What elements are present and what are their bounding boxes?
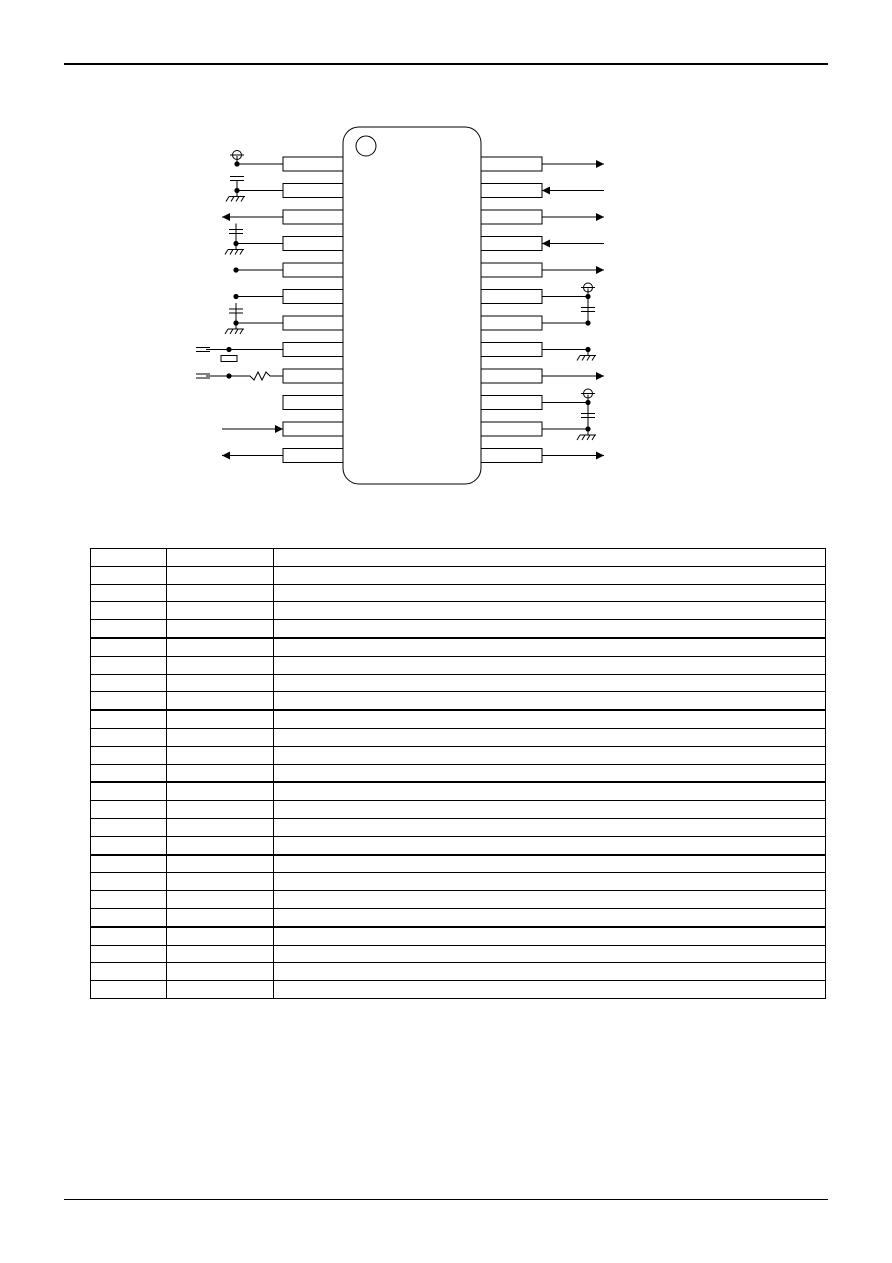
pin-no-cell: [91, 710, 167, 728]
pin-no-cell: [91, 656, 167, 674]
ground-hatch: [577, 435, 580, 440]
left-pin-group: [283, 157, 343, 463]
pin-name-cell: [167, 891, 274, 909]
pin-no-cell: [91, 674, 167, 692]
header-pin-no: [91, 549, 167, 567]
function-cell: [274, 620, 826, 638]
right-pin-box: [481, 184, 542, 198]
right-pin-group: [481, 157, 542, 463]
table-row: [91, 891, 826, 909]
pin-name-cell: [167, 692, 274, 710]
pin-no-cell: [91, 728, 167, 746]
footer-rule: [64, 1199, 828, 1200]
ground-hatch: [592, 356, 595, 361]
pin-no-cell: [91, 855, 167, 873]
table-row: [91, 656, 826, 674]
ground-hatch: [241, 197, 244, 202]
arrow-head: [222, 213, 230, 221]
pin-name-cell: [167, 710, 274, 728]
function-cell: [274, 873, 826, 891]
table-row: [91, 836, 826, 854]
ground-hatch: [240, 250, 243, 255]
table-row: [91, 782, 826, 800]
ground-hatch: [587, 356, 590, 361]
pin-name-cell: [167, 728, 274, 746]
table-row: [91, 927, 826, 945]
table-header-row: [91, 549, 826, 567]
pin-no-cell: [91, 873, 167, 891]
pin-name-cell: [167, 801, 274, 819]
table-row: [91, 692, 826, 710]
pin-no-cell: [91, 963, 167, 981]
function-cell: [274, 602, 826, 620]
arrow-head: [542, 240, 550, 248]
crystal-resonator: [221, 356, 237, 362]
ground-hatch: [230, 329, 233, 334]
pin-name-cell: [167, 873, 274, 891]
pin-no-cell: [91, 566, 167, 584]
left-pin-box: [283, 316, 343, 330]
ground-hatch: [235, 329, 238, 334]
right-pin-box: [481, 237, 542, 251]
arrow-head: [596, 160, 604, 168]
left-pin-box: [283, 237, 343, 251]
pin-no-cell: [91, 620, 167, 638]
pin-name-cell: [167, 602, 274, 620]
function-cell: [274, 963, 826, 981]
function-cell: [274, 728, 826, 746]
table-row: [91, 566, 826, 584]
function-cell: [274, 818, 826, 836]
pin-name-cell: [167, 584, 274, 602]
pin-description-table: [90, 548, 826, 999]
table-row: [91, 801, 826, 819]
pin-no-cell: [91, 764, 167, 782]
table-row: [91, 818, 826, 836]
left-pin-box: [283, 210, 343, 224]
left-pin-box: [283, 184, 343, 198]
function-cell: [274, 710, 826, 728]
function-cell: [274, 656, 826, 674]
left-external-components: [196, 151, 283, 460]
header-pin-name: [167, 549, 274, 567]
pin-name-cell: [167, 638, 274, 656]
ground-hatch: [225, 250, 228, 255]
table-row: [91, 764, 826, 782]
resistor: [206, 372, 283, 380]
function-cell: [274, 692, 826, 710]
ground-hatch: [582, 435, 585, 440]
pin-name-cell: [167, 566, 274, 584]
table-row: [91, 620, 826, 638]
table-row: [91, 873, 826, 891]
pin-no-cell: [91, 945, 167, 963]
table-row: [91, 945, 826, 963]
right-pin-box: [481, 157, 542, 171]
junction-dot: [585, 320, 590, 325]
left-pin-box: [283, 157, 343, 171]
arrow-head: [542, 187, 550, 195]
function-cell: [274, 927, 826, 945]
pin-no-cell: [91, 584, 167, 602]
pin-name-cell: [167, 836, 274, 854]
function-cell: [274, 638, 826, 656]
pin-no-cell: [91, 818, 167, 836]
table-row: [91, 710, 826, 728]
pin-no-cell: [91, 801, 167, 819]
pin-name-cell: [167, 981, 274, 999]
pin-name-cell: [167, 674, 274, 692]
ground-hatch: [226, 197, 229, 202]
pin-no-cell: [91, 782, 167, 800]
arrow-head: [596, 213, 604, 221]
function-cell: [274, 855, 826, 873]
pin-no-cell: [91, 981, 167, 999]
right-external-components: [542, 160, 604, 460]
left-pin-box: [283, 422, 343, 436]
function-cell: [274, 836, 826, 854]
pin-name-cell: [167, 656, 274, 674]
ground-hatch: [592, 435, 595, 440]
pin-name-cell: [167, 908, 274, 926]
right-pin-box: [481, 396, 542, 410]
arrow-head: [596, 372, 604, 380]
right-pin-box: [481, 369, 542, 383]
ground-hatch: [235, 250, 238, 255]
pin-no-cell: [91, 908, 167, 926]
function-cell: [274, 891, 826, 909]
table-row: [91, 908, 826, 926]
ground-hatch: [236, 197, 239, 202]
pin-no-cell: [91, 746, 167, 764]
pin-no-cell: [91, 836, 167, 854]
ground-hatch: [582, 356, 585, 361]
table-row: [91, 638, 826, 656]
left-pin-box: [283, 369, 343, 383]
ground-hatch: [587, 435, 590, 440]
table-row: [91, 963, 826, 981]
function-cell: [274, 764, 826, 782]
function-cell: [274, 945, 826, 963]
header-function: [274, 549, 826, 567]
arrow-head: [275, 425, 283, 433]
function-cell: [274, 801, 826, 819]
right-pin-box: [481, 316, 542, 330]
table-row: [91, 602, 826, 620]
left-pin-box: [283, 396, 343, 410]
right-pin-box: [481, 290, 542, 304]
right-pin-box: [481, 210, 542, 224]
pin-name-cell: [167, 855, 274, 873]
pin-name-cell: [167, 963, 274, 981]
right-pin-box: [481, 343, 542, 357]
pin-name-cell: [167, 945, 274, 963]
arrow-head: [222, 452, 230, 460]
table-row: [91, 855, 826, 873]
table-row: [91, 674, 826, 692]
pin-no-cell: [91, 891, 167, 909]
arrow-head: [596, 266, 604, 274]
function-cell: [274, 674, 826, 692]
function-cell: [274, 584, 826, 602]
left-pin-box: [283, 263, 343, 277]
left-pin-box: [283, 343, 343, 357]
left-pin-box: [283, 449, 343, 463]
function-cell: [274, 746, 826, 764]
ground-hatch: [230, 250, 233, 255]
ground-hatch: [577, 356, 580, 361]
pin-no-cell: [91, 602, 167, 620]
pin-no-cell: [91, 638, 167, 656]
pin-name-cell: [167, 782, 274, 800]
function-cell: [274, 782, 826, 800]
table-row: [91, 981, 826, 999]
ground-hatch: [240, 329, 243, 334]
ic-package-body: [343, 127, 481, 484]
left-pin-box: [283, 290, 343, 304]
pin-name-cell: [167, 764, 274, 782]
arrow-head: [596, 452, 604, 460]
right-pin-box: [481, 422, 542, 436]
table-row: [91, 746, 826, 764]
pin-name-cell: [167, 927, 274, 945]
pin-name-cell: [167, 818, 274, 836]
junction-dot: [226, 347, 231, 352]
junction-dot: [233, 294, 238, 299]
right-pin-box: [481, 449, 542, 463]
function-cell: [274, 981, 826, 999]
pin1-index-mark: [356, 136, 376, 156]
table-row: [91, 584, 826, 602]
function-cell: [274, 908, 826, 926]
table-row: [91, 728, 826, 746]
right-pin-box: [481, 263, 542, 277]
ground-hatch: [231, 197, 234, 202]
pin-name-cell: [167, 620, 274, 638]
pin-connection-diagram: [0, 0, 892, 500]
function-cell: [274, 566, 826, 584]
pin-no-cell: [91, 927, 167, 945]
pin-no-cell: [91, 692, 167, 710]
junction-dot: [233, 267, 238, 272]
pin-name-cell: [167, 746, 274, 764]
junction-dot: [226, 373, 231, 378]
ground-hatch: [225, 329, 228, 334]
